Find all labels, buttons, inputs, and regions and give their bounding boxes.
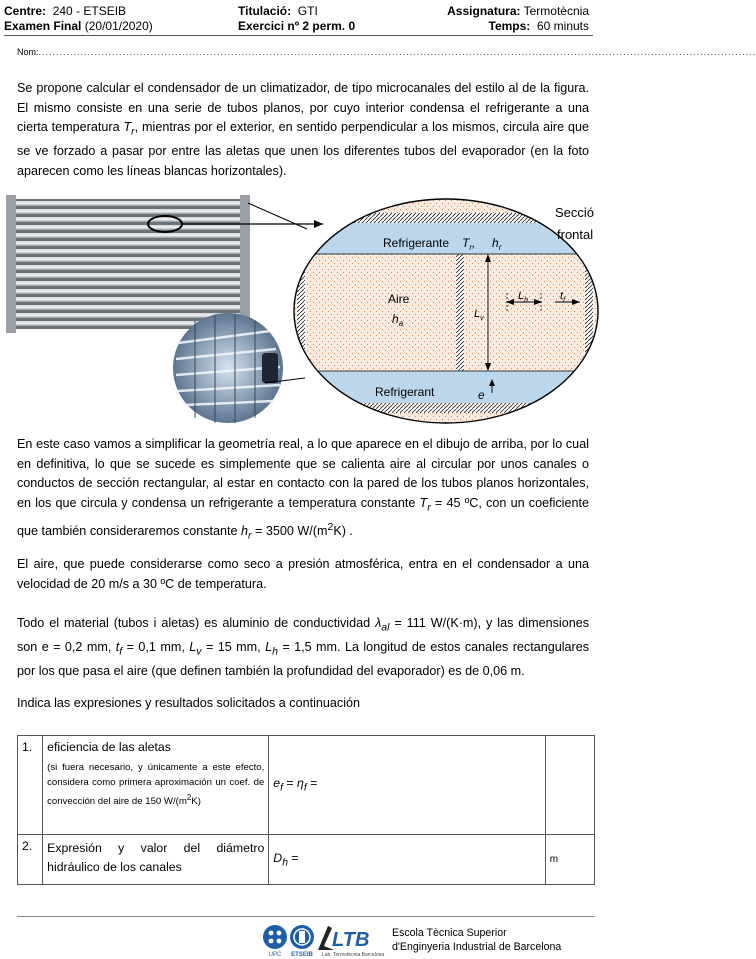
aire-label: Aire bbox=[388, 292, 410, 306]
tr-symbol: $T_r$, bbox=[462, 236, 476, 252]
radiator-tube bbox=[14, 281, 242, 286]
svg-text:UPC: UPC bbox=[268, 952, 282, 958]
radiator-tube bbox=[14, 273, 242, 278]
radiator-tube bbox=[14, 233, 242, 238]
svg-text:LTB: LTB bbox=[332, 929, 370, 951]
material-paragraph: Todo el material (tubos i aletas) es aluminio de conductividad $\lambda_{al} = 111$ W/(K·m), y las dimensiones son e = 0,2 mm, $t_f = 0,1$ mm, $L_v = 15$ mm, $L_h = 1,5$ mm. La longitud de estos canales rectangulares por los que pasa el aire (que definen también la profundidad del evaporador) es de 0,06 m. bbox=[17, 616, 590, 679]
instructions-paragraph: Indica las expresiones y resultados solicitados a continuación bbox=[17, 696, 361, 710]
footer-rule bbox=[17, 916, 595, 917]
cross-section bbox=[290, 193, 600, 430]
radiator-tube bbox=[14, 241, 242, 246]
header-assignatura: Assignatura: Termotècnia bbox=[447, 4, 589, 18]
upc-logo bbox=[263, 925, 287, 958]
question-row-2 bbox=[18, 835, 595, 885]
nom-field[interactable]: Nom:............................................................................................................................................................................................................. bbox=[17, 47, 756, 57]
ha-symbol: $h_a$ bbox=[392, 312, 404, 328]
lh-symbol: $L_h$ bbox=[518, 290, 529, 304]
ltb-logo bbox=[318, 926, 384, 958]
tf-symbol: $t_f$ bbox=[560, 290, 566, 304]
question-row-1 bbox=[18, 736, 595, 835]
svg-text:ETSEIB: ETSEIB bbox=[291, 952, 313, 958]
condenser-figure bbox=[0, 193, 597, 430]
geometry-paragraph: En este caso vamos a simplificar la geometría real, a lo que aparece en el dibujo de arriba, por lo cual en definitiva, lo que se sucede es simplemente que se calienta aire al circular por unos canales o conductos de sección rectangular, al estar en contacto con la pared de los tubos planos horizontales, en los que circula y condensa un refrigerante a temperatura constante $T_r = 45$ ºC, con un coeficiente que también consideraremos constante $h_r = 3500$ $W/(m^2K)$ . bbox=[17, 437, 589, 542]
school-name: Escola Tècnica Superior d'Enginyeria Industrial de Barcelona bbox=[392, 927, 562, 953]
radiator-tube bbox=[14, 217, 242, 222]
header-titulacio: Titulació: GTI bbox=[238, 4, 318, 18]
question-number: 2. bbox=[18, 835, 43, 885]
seccio-label: Secció bbox=[555, 205, 595, 220]
radiator-tube bbox=[14, 265, 242, 270]
header-centre: Centre: 240 - ETSEIB bbox=[4, 4, 127, 18]
lv-symbol: $L_v$ bbox=[474, 308, 484, 322]
header-rule bbox=[4, 35, 593, 36]
answer-field-2[interactable]: $D_h$ = bbox=[269, 835, 545, 885]
answer-table bbox=[17, 735, 595, 885]
refrigerante-label: Refrigerante bbox=[383, 236, 450, 250]
question-text: eficiencia de las aletas (si fuera necesario, y únicamente a este efecto, considera como primera aproximación un coef. de convección del aire de 150 $W/(m^2K)$ bbox=[43, 736, 269, 835]
svg-text:Lab. Termotècnia Barcelona: Lab. Termotècnia Barcelona bbox=[322, 952, 385, 958]
hr-symbol: $h_r$ bbox=[492, 236, 502, 252]
question-text: Expresión y valor del diámetro hidráulico de los canales bbox=[43, 835, 269, 885]
etseib-logo bbox=[290, 925, 314, 958]
refrigerant-label: Refrigerant bbox=[375, 385, 435, 399]
radiator-tube bbox=[14, 305, 242, 310]
footer-logos bbox=[262, 922, 392, 958]
radiator-tube bbox=[14, 225, 242, 230]
radiator-tube bbox=[14, 249, 242, 254]
unit-cell bbox=[545, 736, 594, 835]
e-symbol: e bbox=[478, 388, 485, 402]
question-note: (si fuera necesario, y únicamente a este efecto, considera como primera aproximación un coef. de convección del aire de 150 $W/(m^2K)$ bbox=[47, 762, 265, 808]
unit-cell: m bbox=[545, 835, 594, 885]
radiator-tube bbox=[14, 289, 242, 294]
nom-label: Nom: bbox=[17, 47, 39, 57]
header-temps: Temps: 60 minuts bbox=[488, 19, 589, 33]
radiator-tube bbox=[14, 201, 242, 206]
answer-field-1[interactable]: $e_f = \eta_f$ = bbox=[269, 736, 545, 835]
intro-paragraph: Se propone calcular el condensador de un climatizador, de tipo microcanales del estilo al de la figura. El mismo consiste en una serie de tubos planos, por cuyo interior condensa el refrigerante a una cierta temperatura $T_r$, mientras por el exterior, en sentido perpendicular a los mismos, circula aire que se ve forzado a pasar por entre las aletas que unen los diferentes tubos del evaporador (en la foto aparecen como les líneas blancas horizontales). bbox=[17, 81, 590, 178]
pointer-arrow-icon bbox=[314, 220, 323, 228]
radiator-tube bbox=[14, 257, 242, 262]
header-exam: Examen Final (20/01/2020) bbox=[4, 19, 153, 33]
header-exercici: Exercici nº 2 perm. 0 bbox=[238, 19, 356, 33]
radiator-tube bbox=[14, 209, 242, 214]
closeup-photo bbox=[173, 313, 283, 423]
frontal-label: frontal bbox=[557, 227, 594, 242]
air-paragraph: El aire, que puede considerarse como seco a presión atmosférica, entra en el condensador a una velocidad de 20 m/s a 30 ºC de temperatura. bbox=[17, 557, 589, 591]
question-number: 1. bbox=[18, 736, 43, 835]
radiator-photo bbox=[6, 195, 250, 333]
radiator-tube bbox=[14, 297, 242, 302]
